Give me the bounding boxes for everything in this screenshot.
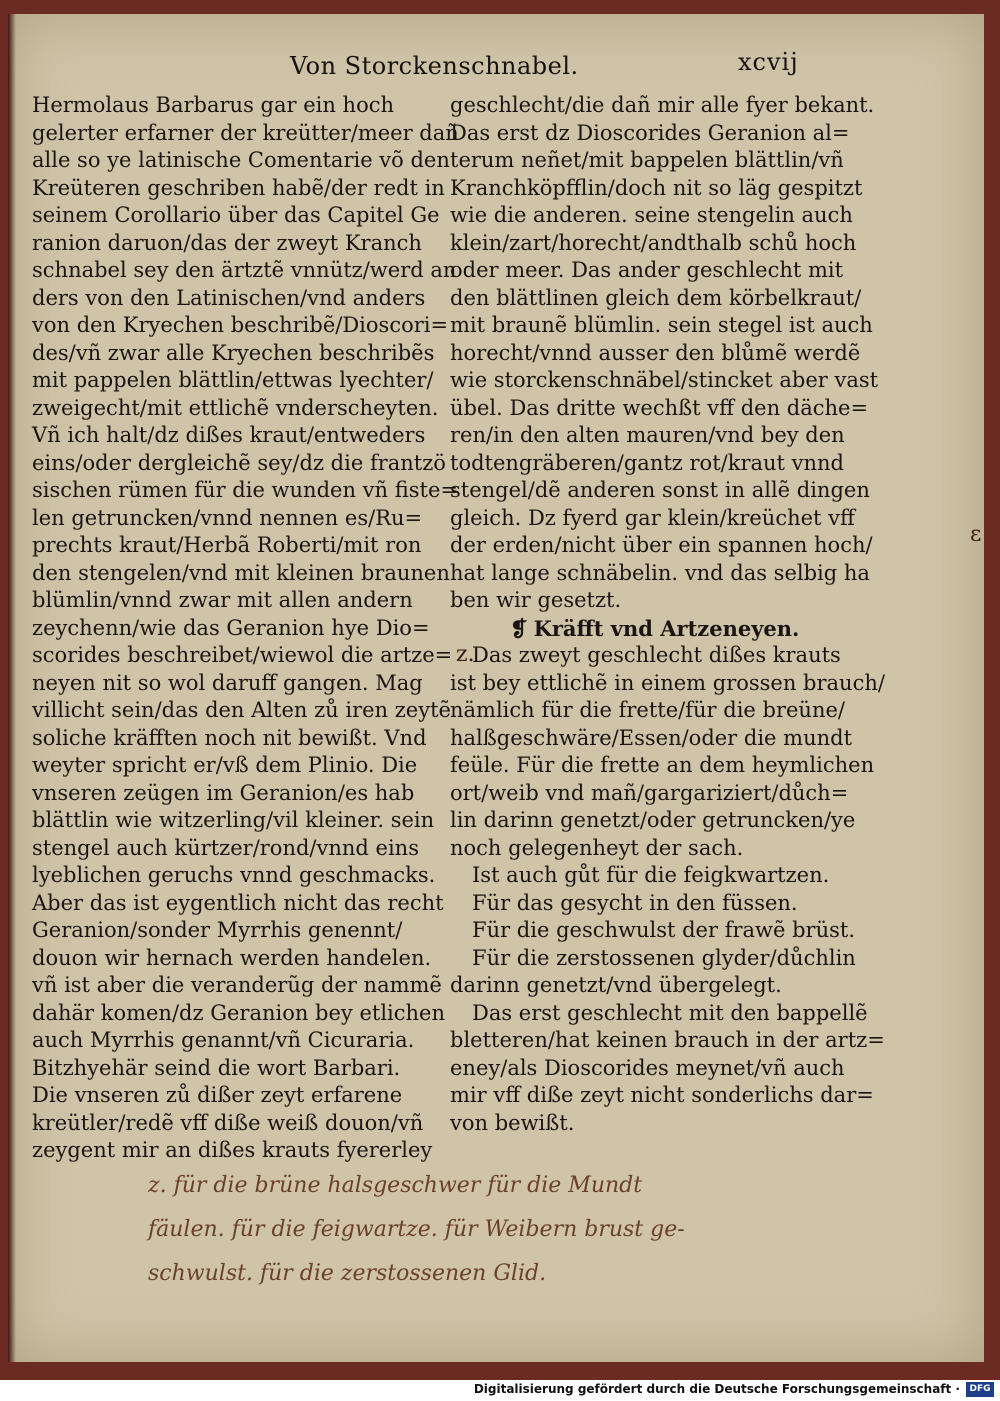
text-line: kreütler/redẽ vff diße weiß douon/vñ	[32, 1110, 424, 1135]
text-line: den blättlinen gleich dem körbelkraut/	[450, 285, 862, 310]
text-line: horecht/vnnd ausser den blůmẽ werdẽ	[450, 340, 861, 365]
text-line: hat lange schnäbelin. vnd das selbig ha	[450, 560, 870, 585]
handwritten-line: fäulen. für die feigwartze. für Weibern brust ge-	[148, 1217, 685, 1242]
text-line: Vñ ich halt/dz dißes kraut/entweders	[32, 423, 426, 447]
running-header	[8, 46, 984, 86]
text-line: den stengelen/vnd mit kleinen braunen	[32, 560, 450, 585]
handwritten-line: z. für die brüne halsgeschwer für die Mundt	[148, 1173, 643, 1198]
text-line: prechts kraut/Herbã Roberti/mit ron	[32, 533, 422, 557]
text-line: gleich. Dz fyerd gar klein/kreüchet vff	[450, 505, 855, 530]
text-line: weyter spricht er/vß dem Plinio. Die	[32, 753, 418, 777]
text-line: wie die anderen. seine stengelin auch	[450, 203, 853, 227]
text-line: mit braunẽ blümlin. sein stegel ist auch	[450, 313, 873, 337]
text-line: lin darinn genetzt/oder getruncken/ye	[450, 808, 856, 832]
text-line: villicht sein/das den Alten zů iren zeytẽ	[32, 698, 451, 722]
text-line: ben wir gesetzt.	[450, 588, 622, 612]
text-line: Ist auch gůt für die feigkwartzen.	[472, 863, 830, 887]
text-line: eney/als Dioscorides meynet/vñ auch	[450, 1055, 845, 1080]
dfg-logo: DFG	[966, 1382, 994, 1397]
handwritten-line: schwulst. für die zerstossenen Glid.	[148, 1261, 547, 1286]
text-line: wie storckenschnäbel/stincket aber vast	[450, 368, 879, 392]
text-line: zeychenn/wie das Geranion hye Dio=	[32, 615, 430, 640]
text-line: ranion daruon/das der zweyt Kranch	[32, 230, 422, 255]
text-line: vñ ist aber die veranderũg der nammẽ	[32, 973, 442, 997]
text-line: Für die zerstossenen glyder/důchlin	[472, 945, 856, 970]
text-line: halßgeschwäre/Essen/oder die mundt	[450, 725, 853, 750]
text-line: Bitzhyehär seind die wort Barbari.	[32, 1055, 401, 1080]
text-line: feüle. Für die frette an dem heymlichen	[450, 753, 875, 777]
text-line: der erden/nicht über ein spannen hoch/	[450, 533, 873, 557]
text-line: übel. Das dritte wechßt vff den däche=	[450, 395, 869, 420]
text-line: von bewißt.	[450, 1110, 575, 1135]
text-line: bletteren/hat keinen brauch in der artz=	[450, 1028, 885, 1052]
text-line: oder meer. Das ander geschlecht mit	[450, 258, 844, 282]
text-line: klein/zart/horecht/andthalb schů hoch	[450, 230, 857, 255]
text-line: blättlin wie witzerling/vil kleiner. sein	[32, 808, 435, 832]
text-line: geschlecht/die dañ mir alle fyer bekant.	[450, 93, 875, 117]
text-line: von den Kryechen beschribẽ/Dioscori=	[32, 313, 449, 337]
text-line: Das erst geschlecht mit den bappellẽ	[472, 1000, 868, 1025]
text-line: ist bey ettlichẽ in einem grossen brauch/	[450, 670, 885, 695]
text-line: blümlin/vnnd zwar mit allen andern	[32, 588, 413, 612]
text-line: mir vff diße zeyt nicht sonderlichs dar=	[450, 1083, 874, 1107]
text-line: des/vñ zwar alle Kryechen beschribẽs	[32, 340, 435, 365]
text-line: Das zweyt geschlecht dißes krauts	[472, 643, 841, 667]
text-line: neyen nit so wol daruff gangen. Mag	[32, 670, 423, 695]
text-line: len getruncken/vnnd nennen es/Ru=	[32, 505, 423, 530]
page-binding-edge	[8, 14, 16, 1362]
page-title: Von Storckenschnabel.	[290, 52, 579, 80]
text-line: darinn genetzt/vnd übergelegt.	[450, 973, 782, 997]
text-line: lyeblichen geruchs vnnd geschmacks.	[32, 863, 436, 887]
text-line: scorides beschreibet/wiewol die artze=	[32, 643, 453, 667]
text-line: mit pappelen blättlin/ettwas lyechter/	[32, 368, 434, 392]
text-line: vnseren zeügen im Geranion/es hab	[32, 780, 415, 805]
text-line: auch Myrrhis genannt/vñ Cicuraria.	[32, 1028, 415, 1052]
text-line: noch gelegenheyt der sach.	[450, 835, 744, 860]
text-line: douon wir hernach werden handelen.	[32, 945, 432, 970]
section-heading-text: Kräfft vnd Artzeneyen.	[533, 615, 800, 641]
text-line: Das erst dz Dioscorides Geranion al=	[450, 120, 850, 145]
text-line: todtengräberen/gantz rot/kraut vnnd	[450, 450, 844, 475]
text-line: zweigecht/mit ettlichẽ vnderscheyten.	[32, 395, 439, 420]
text-line: soliche kräfften noch nit bewißt. Vnd	[32, 725, 427, 750]
digitization-footer	[0, 1380, 1000, 1401]
text-line: ort/weib vnd mañ/gargariziert/důch=	[450, 780, 849, 805]
section-heading	[450, 615, 870, 643]
text-line: seinem Corollario über das Capitel Ge	[32, 203, 440, 227]
text-line: ders von den Latinischen/vnd anders	[32, 285, 426, 310]
text-line: stengel/dẽ anderen sonst in allẽ dingen	[450, 478, 870, 502]
book-page	[8, 14, 984, 1362]
text-line: gelerter erfarner der kreütter/meer dañ	[32, 120, 459, 145]
text-line: Hermolaus Barbarus gar ein hoch	[32, 93, 394, 117]
handwritten-annotation	[148, 1164, 978, 1296]
funding-credit: Digitalisierung gefördert durch die Deutsche Forschungsgemeinschaft ·	[473, 1382, 960, 1396]
text-line: terum neñet/mit bappelen blättlin/vñ	[450, 148, 844, 172]
folio-number: xcvij	[738, 48, 799, 76]
text-line: stengel auch kürtzer/rond/vnnd eins	[32, 835, 419, 860]
text-line: schnabel sey den ärtztẽ vnnütz/werd an	[32, 258, 457, 282]
text-line: Für die geschwulst der frawẽ brüst.	[472, 918, 856, 942]
text-line: alle so ye latinische Comentarie võ den	[32, 148, 450, 172]
marginal-mark-right: ɛ	[970, 522, 982, 547]
text-line: eins/oder dergleichẽ sey/dz die frantzö	[32, 450, 446, 475]
text-line: Geranion/sonder Myrrhis genennt/	[32, 918, 403, 942]
text-line: Aber das ist eygentlich nicht das recht	[32, 890, 444, 915]
text-line: Kreüteren geschriben habẽ/der redt in	[32, 175, 445, 200]
text-line: Für das gesycht in den füssen.	[472, 890, 798, 915]
text-line: Die vnseren zů dißer zeyt erfarene	[32, 1083, 403, 1107]
text-line: Kranchköpfflin/doch nit so läg gespitzt	[450, 175, 863, 200]
text-line: dahär komen/dz Geranion bey etlichen	[32, 1000, 446, 1025]
marginal-mark-left: z.	[456, 642, 475, 667]
left-text-column	[32, 92, 459, 1165]
text-line: zeygent mir an dißes krauts fyererley	[32, 1138, 433, 1162]
text-line: nämlich für die frette/für die breüne/	[450, 698, 845, 722]
text-line: ren/in den alten mauren/vnd bey den	[450, 423, 845, 447]
pilcrow-icon: ❡	[510, 615, 528, 641]
right-text-column	[450, 92, 885, 1137]
text-line: sischen rümen für die wunden vñ fiste=	[32, 478, 458, 502]
